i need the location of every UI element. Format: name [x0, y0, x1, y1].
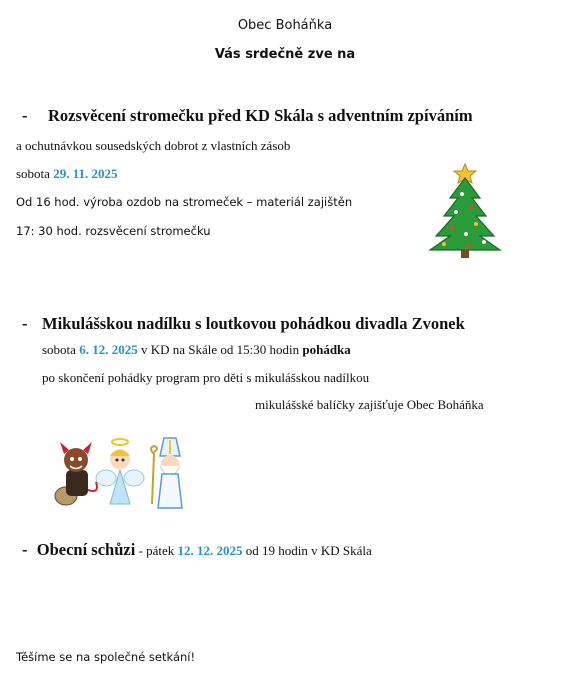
- event2-date-line: [42, 342, 351, 358]
- event1-line4: 17: 30 hod. rozsvěcení stromečku: [16, 224, 211, 238]
- event2-date-prefix: sobota: [42, 342, 80, 357]
- event3-title: Obecní schůzi: [36, 540, 136, 559]
- event2-date-bold: pohádka: [302, 342, 351, 357]
- event3-line: [22, 540, 372, 560]
- header-subtitle: Vás srdečně zve na: [214, 47, 356, 62]
- event2-date-suffix: v KD na Skále od 15:30 hodin: [137, 342, 303, 357]
- event3-mid: - pátek: [135, 543, 178, 558]
- footer-text: Těšíme se na společné setkání!: [16, 650, 196, 664]
- event1-title: Rozsvěcení stromečku před KD Skála s adventním zpíváním: [48, 106, 473, 125]
- event1-line3: Od 16 hod. výroba ozdob na stromeček – materiál zajištěn: [16, 195, 353, 209]
- event2-dash: -: [22, 314, 28, 333]
- devil-angel-nicholas-icon: [52, 434, 192, 510]
- event1-dash: -: [22, 106, 28, 125]
- event1-date-prefix: sobota: [16, 166, 54, 181]
- event2-title: Mikulášskou nadílku s loutkovou pohádkou divadla Zvonek: [42, 314, 465, 333]
- header-title: Obec Boháňka: [237, 18, 333, 33]
- event3-date: 12. 12. 2025: [177, 543, 243, 558]
- event3-dash: -: [22, 540, 28, 559]
- event2-date: 6. 12. 2025: [79, 342, 138, 357]
- event1-date-line: [16, 166, 118, 182]
- christmas-tree-icon: [424, 162, 506, 260]
- event2-line3: mikulášské balíčky zajišťuje Obec Boháňka: [255, 397, 484, 412]
- event3-suffix: od 19 hodin v KD Skála: [242, 543, 372, 558]
- event1-line1: a ochutnávkou sousedských dobrot z vlastních zásob: [16, 138, 291, 153]
- event2-line2: po skončení pohádky program pro děti s mikulášskou nadílkou: [42, 370, 370, 385]
- event1-date: 29. 11. 2025: [53, 166, 118, 181]
